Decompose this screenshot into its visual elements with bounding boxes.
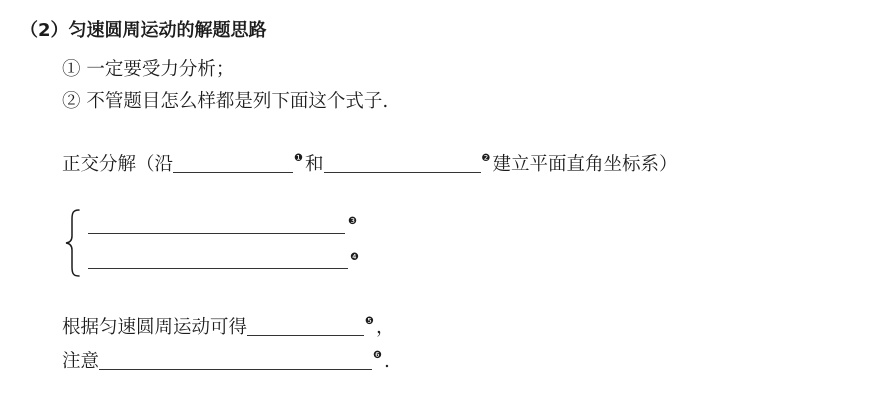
answer-blank-4	[88, 248, 348, 269]
centripetal-suffix: ，	[375, 317, 395, 338]
answer-blank-3	[88, 213, 345, 234]
blank-marker-5: ❺	[365, 316, 374, 327]
answer-blank-1	[173, 171, 293, 173]
note-suffix: .	[383, 351, 390, 372]
answer-blank-6	[99, 368, 372, 370]
blank-marker-6: ❻	[373, 350, 382, 361]
left-brace	[64, 208, 82, 278]
blank-marker-2: ❷	[481, 153, 491, 164]
blank-marker-1: ❶	[294, 153, 303, 164]
step-2-write-equations: ② 不管题目怎么样都是列下面这个式子.	[62, 91, 389, 112]
orthogonal-decomposition-line	[62, 154, 677, 176]
answer-blank-5	[247, 334, 364, 336]
decomposition-conjunction: 和	[304, 154, 324, 175]
centripetal-equation-line	[62, 317, 395, 339]
blank-marker-3: ❸	[348, 216, 357, 227]
blank-marker-4: ❹	[350, 252, 359, 263]
decomposition-prefix: 正交分解（沿	[62, 154, 174, 175]
note-line	[62, 351, 390, 373]
section-heading: （2）匀速圆周运动的解题思路	[20, 20, 267, 41]
note-prefix: 注意	[62, 351, 100, 372]
step-1-force-analysis: ① 一定要受力分析；	[62, 59, 235, 80]
centripetal-prefix: 根据匀速圆周运动可得	[62, 317, 248, 338]
answer-blank-2	[324, 171, 481, 173]
decomposition-suffix: 建立平面直角坐标系）	[492, 154, 678, 175]
